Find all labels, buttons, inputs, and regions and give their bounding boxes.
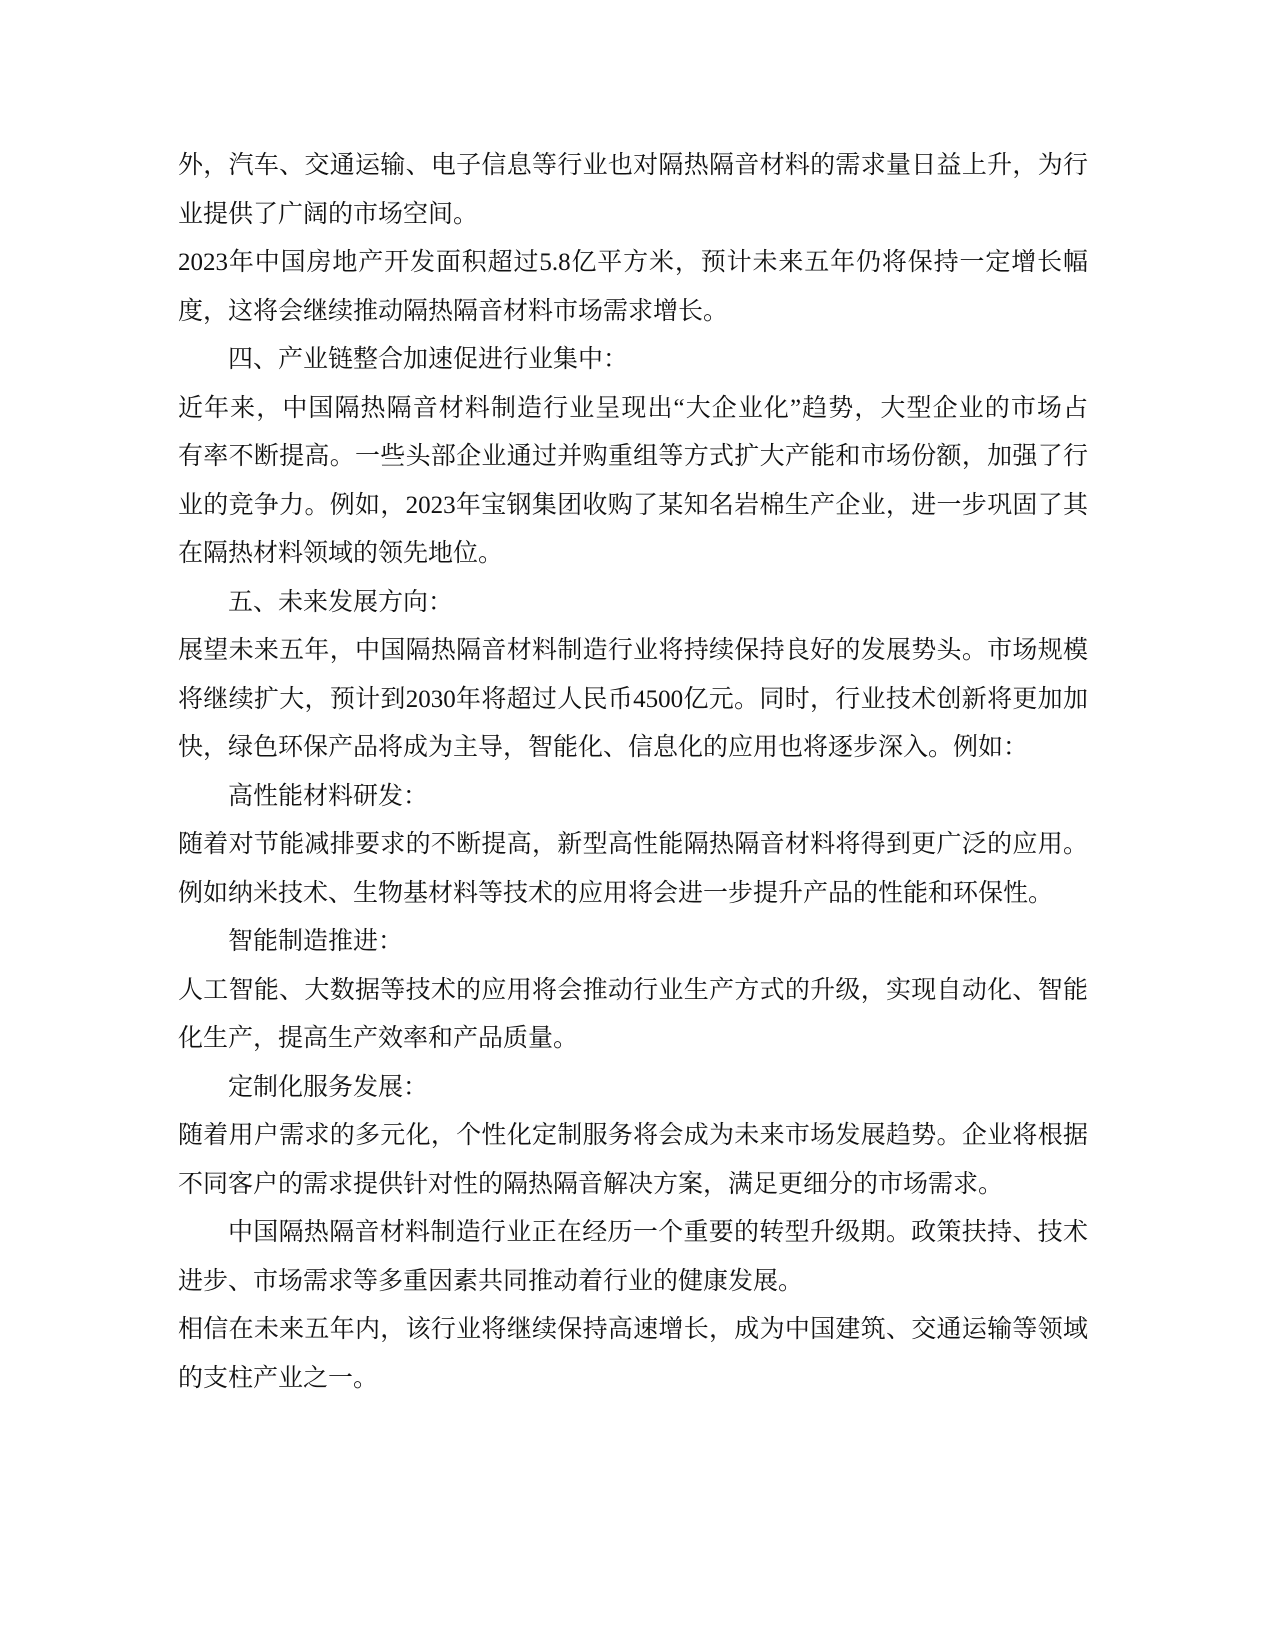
text-line: 相信在未来五年内，该行业将继续保持高速增长，成为中国建筑、交通运输等领域	[178, 1316, 1088, 1343]
text-line: 近年来，中国隔热隔音材料制造行业呈现出“大企业化”趋势，大型企业的市场占	[178, 394, 1088, 422]
text-line: 的支柱产业之一。	[178, 1364, 379, 1392]
paragraph	[178, 336, 1088, 385]
paragraph	[178, 918, 1088, 967]
text-line: 快，绿色环保产品将成为主导，智能化、信息化的应用也将逐步深入。例如：	[178, 734, 1029, 761]
paragraph	[178, 1112, 1088, 1209]
paragraph	[178, 385, 1088, 579]
paragraph	[178, 142, 1088, 239]
text-line: 业的竞争力。例如，2023年宝钢集团收购了某知名岩棉生产企业，进一步巩固了其	[178, 491, 1088, 519]
text-line: 人工智能、大数据等技术的应用将会推动行业生产方式的升级，实现自动化、智能	[178, 976, 1088, 1004]
text-line: 将继续扩大，预计到2030年将超过人民币4500亿元。同时，行业技术创新将更加加	[178, 685, 1088, 713]
paragraph	[178, 821, 1088, 918]
text-line: 外，汽车、交通运输、电子信息等行业也对隔热隔音材料的需求量日益上升，为行	[178, 152, 1088, 179]
text-line: 化生产，提高生产效率和产品质量。	[178, 1025, 579, 1052]
paragraph	[178, 967, 1088, 1064]
text-line: 度，这将会继续推动隔热隔音材料市场需求增长。	[178, 297, 729, 325]
text-line: 随着对节能减排要求的不断提高，新型高性能隔热隔音材料将得到更广泛的应用。	[178, 831, 1088, 858]
text-line: 高性能材料研发：	[228, 782, 429, 810]
text-line: 五、未来发展方向：	[228, 588, 454, 616]
text-line: 四、产业链整合加速促进行业集中：	[228, 346, 629, 373]
text-line: 中国隔热隔音材料制造行业正在经历一个重要的转型升级期。政策扶持、技术	[228, 1219, 1088, 1246]
text-line: 业提供了广阔的市场空间。	[178, 200, 479, 228]
text-line: 有率不断提高。一些头部企业通过并购重组等方式扩大产能和市场份额，加强了行	[178, 443, 1088, 470]
text-line: 进步、市场需求等多重因素共同推动着行业的健康发展。	[178, 1267, 804, 1295]
paragraph	[178, 579, 1088, 628]
paragraph	[178, 239, 1088, 336]
paragraph	[178, 1306, 1088, 1403]
text-line: 展望未来五年，中国隔热隔音材料制造行业将持续保持良好的发展势头。市场规模	[178, 637, 1088, 664]
text-line: 在隔热材料领域的领先地位。	[178, 540, 504, 567]
paragraph	[178, 1209, 1088, 1306]
text-line: 定制化服务发展：	[228, 1073, 429, 1101]
text-line: 随着用户需求的多元化，个性化定制服务将会成为未来市场发展趋势。企业将根据	[178, 1122, 1088, 1149]
paragraph	[178, 1064, 1088, 1113]
text-line: 智能制造推进：	[228, 928, 404, 955]
text-line: 例如纳米技术、生物基材料等技术的应用将会进一步提升产品的性能和环保性。	[178, 879, 1054, 907]
paragraph	[178, 627, 1088, 773]
text-line: 不同客户的需求提供针对性的隔热隔音解决方案，满足更细分的市场需求。	[178, 1170, 1004, 1198]
text-line: 2023年中国房地产开发面积超过5.8亿平方米，预计未来五年仍将保持一定增长幅	[178, 249, 1088, 276]
paragraph	[178, 773, 1088, 822]
document-content	[178, 142, 1088, 1403]
